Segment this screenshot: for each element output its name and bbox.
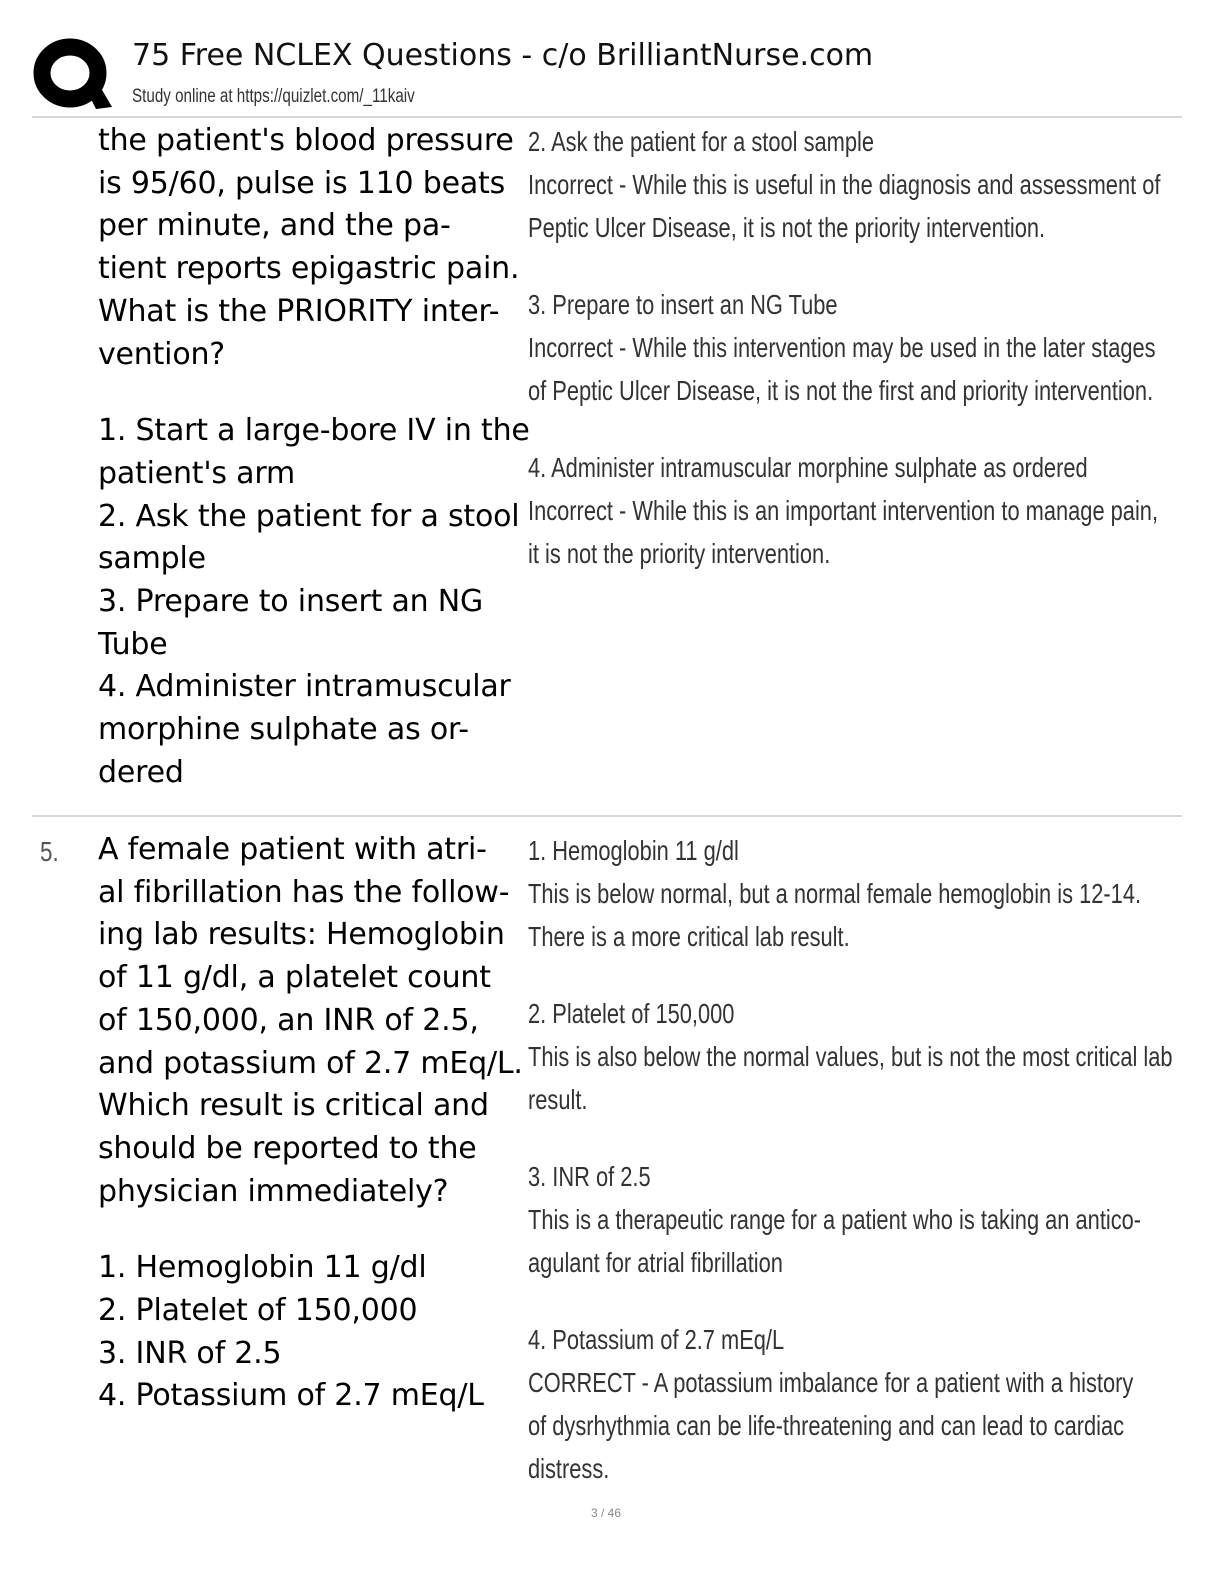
header-divider: [32, 116, 1182, 118]
option-line: sample: [98, 541, 206, 577]
question-4-answers: [528, 120, 1168, 609]
page-number: 3 / 46: [591, 1506, 622, 1520]
question-line: A female patient with atri-: [98, 832, 487, 867]
study-online-link[interactable]: Study online at https://quizlet.com/_11kaiv: [132, 86, 415, 107]
option-line: 3. INR of 2.5: [98, 1335, 282, 1371]
document-title: 75 Free NCLEX Questions - c/o BrilliantNurse.com: [132, 38, 874, 73]
answer-line: 1. Hemoglobin 11 g/dl: [528, 835, 739, 866]
answer-line: This is below normal, but a normal female hemoglobin is 12-14.: [528, 878, 1142, 909]
question-line: is 95/60, pulse is 110 beats: [98, 165, 506, 201]
answer-block: [528, 1155, 1168, 1284]
option-line: 1. Hemoglobin 11 g/dl: [98, 1250, 427, 1286]
answer-line: 3. Prepare to insert an NG Tube: [528, 289, 838, 320]
question-line: and potassium of 2.7 mEq/L.: [98, 1045, 523, 1081]
question-line: al fibrillation has the follow-: [98, 874, 510, 910]
answer-line: This is also below the normal values, but is not the most critical lab: [528, 1041, 1173, 1072]
question-5-answers: [528, 829, 1173, 1524]
question-4-text: [98, 120, 528, 795]
answer-line: Incorrect - While this intervention may be used in the later stages: [528, 332, 1156, 363]
option-line: dered: [98, 754, 184, 790]
option-line: 2. Ask the patient for a stool: [98, 498, 520, 534]
answer-line: distress.: [528, 1453, 610, 1484]
answer-line: 2. Platelet of 150,000: [528, 998, 735, 1029]
answer-line: agulant for atrial fibrillation: [528, 1247, 783, 1278]
option-line: 4. Potassium of 2.7 mEq/L: [98, 1378, 484, 1414]
question-number: 5.: [40, 836, 59, 867]
option-line: 1. Start a large-bore IV in the: [98, 413, 530, 449]
question-line: ing lab results: Hemoglobin: [98, 917, 505, 953]
answer-line: Peptic Ulcer Disease, it is not the priority intervention.: [528, 212, 1046, 243]
question-line: vention?: [98, 336, 226, 372]
answer-line: 2. Ask the patient for a stool sample: [528, 126, 875, 157]
answer-block: [528, 283, 1168, 412]
answer-block: [528, 829, 1168, 958]
answer-line: 4. Potassium of 2.7 mEq/L: [528, 1324, 785, 1355]
option-line: patient's arm: [98, 455, 295, 491]
answer-line: of Peptic Ulcer Disease, it is not the first and priority intervention.: [528, 375, 1154, 406]
answer-line: CORRECT - A potassium imbalance for a patient with a history: [528, 1367, 1134, 1398]
option-line: morphine sulphate as or-: [98, 712, 469, 748]
answer-block-correct: [528, 1318, 1168, 1490]
answer-line: it is not the priority intervention.: [528, 538, 831, 569]
question-line: of 150,000, an INR of 2.5,: [98, 1002, 479, 1038]
question-line: should be reported to the: [98, 1130, 477, 1166]
answer-line: Incorrect - While this is useful in the diagnosis and assessment of: [528, 169, 1161, 200]
answer-line: Incorrect - While this is an important intervention to manage pain,: [528, 495, 1159, 526]
question-line: the patient's blood pressure: [98, 123, 514, 158]
answer-line: of dysrhythmia can be life-threatening and can lead to cardiac: [528, 1410, 1125, 1441]
option-line: 3. Prepare to insert an NG: [98, 584, 484, 620]
answer-line: 3. INR of 2.5: [528, 1161, 651, 1192]
question-line: Which result is critical and: [98, 1088, 489, 1124]
option-line: 2. Platelet of 150,000: [98, 1293, 418, 1329]
answer-line: 4. Administer intramuscular morphine sulphate as ordered: [528, 452, 1088, 483]
question-line: per minute, and the pa-: [98, 208, 451, 244]
answer-block: [528, 446, 1168, 575]
option-line: 4. Administer intramuscular: [98, 669, 511, 705]
question-5-text: [98, 829, 528, 1418]
answer-line: There is a more critical lab result.: [528, 921, 850, 952]
question-divider: [32, 815, 1182, 817]
question-line: physician immediately?: [98, 1173, 449, 1209]
option-line: Tube: [98, 626, 168, 662]
answer-line: result.: [528, 1084, 588, 1115]
answer-block: [528, 120, 1168, 249]
answer-block: [528, 992, 1173, 1121]
quizlet-logo-icon: [32, 37, 112, 109]
question-line: What is the PRIORITY inter-: [98, 293, 500, 329]
question-line: tient reports epigastric pain.: [98, 251, 520, 287]
answer-line: This is a therapeutic range for a patient who is taking an antico-: [528, 1204, 1142, 1235]
question-line: of 11 g/dl, a platelet count: [98, 960, 491, 996]
